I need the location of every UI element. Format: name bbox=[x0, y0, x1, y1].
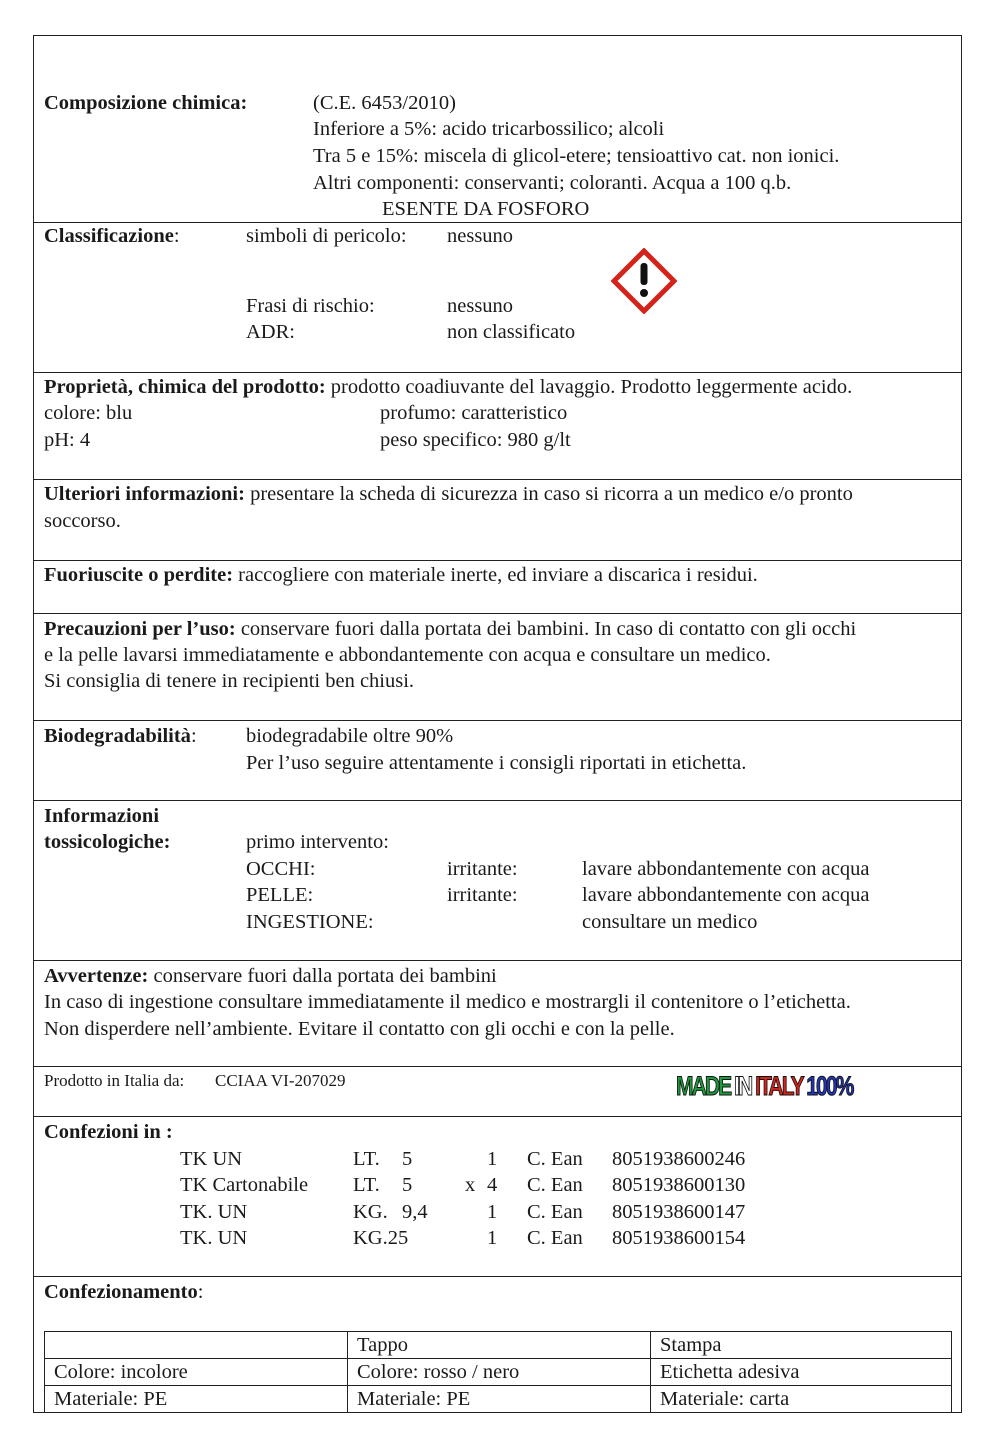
simboli-label: simboli di pericolo: bbox=[246, 225, 407, 247]
section-fuoriuscite bbox=[34, 561, 961, 614]
pack-ean: 8051938600130 bbox=[612, 1174, 746, 1196]
table-row bbox=[45, 1359, 952, 1386]
tox-action: lavare abbondantemente con acqua bbox=[582, 858, 870, 880]
avvertenze-line: In caso di ingestione consultare immediatamente il medico e mostrargli il contenitore o l’etichetta. bbox=[44, 991, 851, 1013]
tox-part: INGESTIONE: bbox=[246, 911, 374, 933]
pack-unit: LT. bbox=[353, 1148, 380, 1170]
made-in-italy-logo: MADE IN ITALY 100% bbox=[676, 1071, 853, 1101]
section-composizione bbox=[34, 36, 961, 223]
tox-action: consultare un medico bbox=[582, 911, 758, 933]
colore-value: colore: blu bbox=[44, 402, 133, 424]
section-proprieta bbox=[34, 373, 961, 480]
precauzioni-line: e la pelle lavarsi immediatamente e abbondantemente con acqua e consultare un medico. bbox=[44, 644, 771, 666]
frasi-label: Frasi di rischio: bbox=[246, 295, 375, 317]
section-confezioni bbox=[34, 1117, 961, 1277]
safety-data-sheet bbox=[33, 35, 962, 1413]
classificazione-label: Classificazione: bbox=[44, 225, 180, 247]
table-header-row bbox=[45, 1332, 952, 1359]
tossicologiche-label: tossicologiche: bbox=[44, 831, 171, 853]
biodegradabilita-line: biodegradabile oltre 90% bbox=[246, 725, 454, 747]
simboli-value: nessuno bbox=[447, 225, 514, 247]
primo-intervento: primo intervento: bbox=[246, 831, 389, 853]
section-prodotto bbox=[34, 1067, 961, 1117]
pack-name: TK UN bbox=[180, 1148, 243, 1170]
precauzioni-line: Si consiglia di tenere in recipienti ben chiusi. bbox=[44, 670, 415, 692]
profumo-value: profumo: caratteristico bbox=[380, 402, 568, 424]
tossicologiche-label: Informazioni bbox=[44, 805, 160, 827]
pack-ean: 8051938600147 bbox=[612, 1201, 746, 1223]
avvertenze-line: Avvertenze: conservare fuori dalla portata dei bambini bbox=[44, 965, 497, 987]
table-row bbox=[45, 1386, 952, 1413]
tox-action: lavare abbondantemente con acqua bbox=[582, 884, 870, 906]
confezionamento-label: Confezionamento: bbox=[44, 1281, 204, 1303]
pack-ean-label: C. Ean bbox=[527, 1227, 583, 1249]
table-cell: Materiale: PE bbox=[45, 1386, 348, 1413]
tox-part: OCCHI: bbox=[246, 858, 316, 880]
pack-ean: 8051938600154 bbox=[612, 1227, 746, 1249]
composizione-line: Inferiore a 5%: acido tricarbossilico; alcoli bbox=[313, 118, 665, 140]
table-cell: Materiale: PE bbox=[348, 1386, 651, 1413]
pack-qty: 5 bbox=[402, 1174, 413, 1196]
pack-unit: KG. bbox=[353, 1201, 388, 1223]
table-header-cell bbox=[45, 1332, 348, 1359]
avvertenze-line: Non disperdere nell’ambiente. Evitare il contatto con gli occhi e con la pelle. bbox=[44, 1018, 675, 1040]
table-cell: Materiale: carta bbox=[651, 1386, 952, 1413]
biodegradabilita-line: Per l’uso seguire attentamente i consigli riportati in etichetta. bbox=[246, 752, 747, 774]
section-ulteriori bbox=[34, 480, 961, 561]
proprieta-line: Proprietà, chimica del prodotto: prodotto coadiuvante del lavaggio. Prodotto leggermente acido. bbox=[44, 376, 853, 398]
fuoriuscite-line: Fuoriuscite o perdite: raccogliere con materiale inerte, ed inviare a discarica i residui. bbox=[44, 564, 758, 586]
ulteriori-line: Ulteriori informazioni: presentare la scheda di sicurezza in caso si ricorra a un medico e/o pronto bbox=[44, 483, 853, 505]
pack-ean: 8051938600246 bbox=[612, 1148, 746, 1170]
section-biodegradabilita bbox=[34, 721, 961, 801]
section-avvertenze bbox=[34, 961, 961, 1067]
precauzioni-line: Precauzioni per l’uso: conservare fuori dalla portata dei bambini. In caso di contatto con gli occhi bbox=[44, 618, 857, 640]
ulteriori-line: soccorso. bbox=[44, 510, 121, 532]
pack-ean-label: C. Ean bbox=[527, 1201, 583, 1223]
section-confezionamento bbox=[34, 1277, 961, 1414]
tox-part: PELLE: bbox=[246, 884, 314, 906]
prodotto-label: Prodotto in Italia da: bbox=[44, 1071, 185, 1090]
tox-effect: irritante: bbox=[447, 858, 518, 880]
tox-effect: irritante: bbox=[447, 884, 518, 906]
pack-count: 4 bbox=[487, 1174, 498, 1196]
pack-ean-label: C. Ean bbox=[527, 1174, 583, 1196]
composizione-label: Composizione chimica: bbox=[44, 92, 248, 114]
frasi-value: nessuno bbox=[447, 295, 514, 317]
section-tossicologiche bbox=[34, 801, 961, 961]
table-cell: Colore: rosso / nero bbox=[348, 1359, 651, 1386]
section-classificazione bbox=[34, 223, 961, 373]
pack-name: TK Cartonabile bbox=[180, 1174, 309, 1196]
biodegradabilita-label: Biodegradabilità: bbox=[44, 725, 197, 747]
composizione-line: Tra 5 e 15%: miscela di glicol-etere; tensioattivo cat. non ionici. bbox=[313, 145, 840, 167]
table-header-cell: Stampa bbox=[651, 1332, 952, 1359]
pack-ean-label: C. Ean bbox=[527, 1148, 583, 1170]
pack-count: 1 bbox=[487, 1148, 498, 1170]
peso-value: peso specifico: 980 g/lt bbox=[380, 429, 571, 451]
pack-qty: 9,4 bbox=[402, 1201, 428, 1223]
pack-name: TK. UN bbox=[180, 1201, 248, 1223]
adr-label: ADR: bbox=[246, 321, 295, 343]
pack-count: 1 bbox=[487, 1201, 498, 1223]
table-cell: Etichetta adesiva bbox=[651, 1359, 952, 1386]
cciaa-code: CCIAA VI-207029 bbox=[215, 1071, 346, 1090]
confezioni-label: Confezioni in : bbox=[44, 1121, 173, 1143]
ph-value: pH: 4 bbox=[44, 429, 91, 451]
table-cell: Colore: incolore bbox=[45, 1359, 348, 1386]
composizione-line: (C.E. 6453/2010) bbox=[313, 92, 456, 114]
pack-count: 1 bbox=[487, 1227, 498, 1249]
esente-fosforo: ESENTE DA FOSFORO bbox=[382, 198, 590, 220]
adr-value: non classificato bbox=[447, 321, 576, 343]
pack-unit: KG.25 bbox=[353, 1227, 409, 1249]
pack-unit: LT. bbox=[353, 1174, 380, 1196]
table-header-cell: Tappo bbox=[348, 1332, 651, 1359]
ghs-exclamation-icon bbox=[611, 248, 677, 314]
section-precauzioni bbox=[34, 614, 961, 721]
pack-name: TK. UN bbox=[180, 1227, 248, 1249]
pack-x: x bbox=[465, 1174, 476, 1196]
confezionamento-table bbox=[44, 1331, 952, 1413]
pack-qty: 5 bbox=[402, 1148, 413, 1170]
composizione-line: Altri componenti: conservanti; coloranti. Acqua a 100 q.b. bbox=[313, 172, 792, 194]
